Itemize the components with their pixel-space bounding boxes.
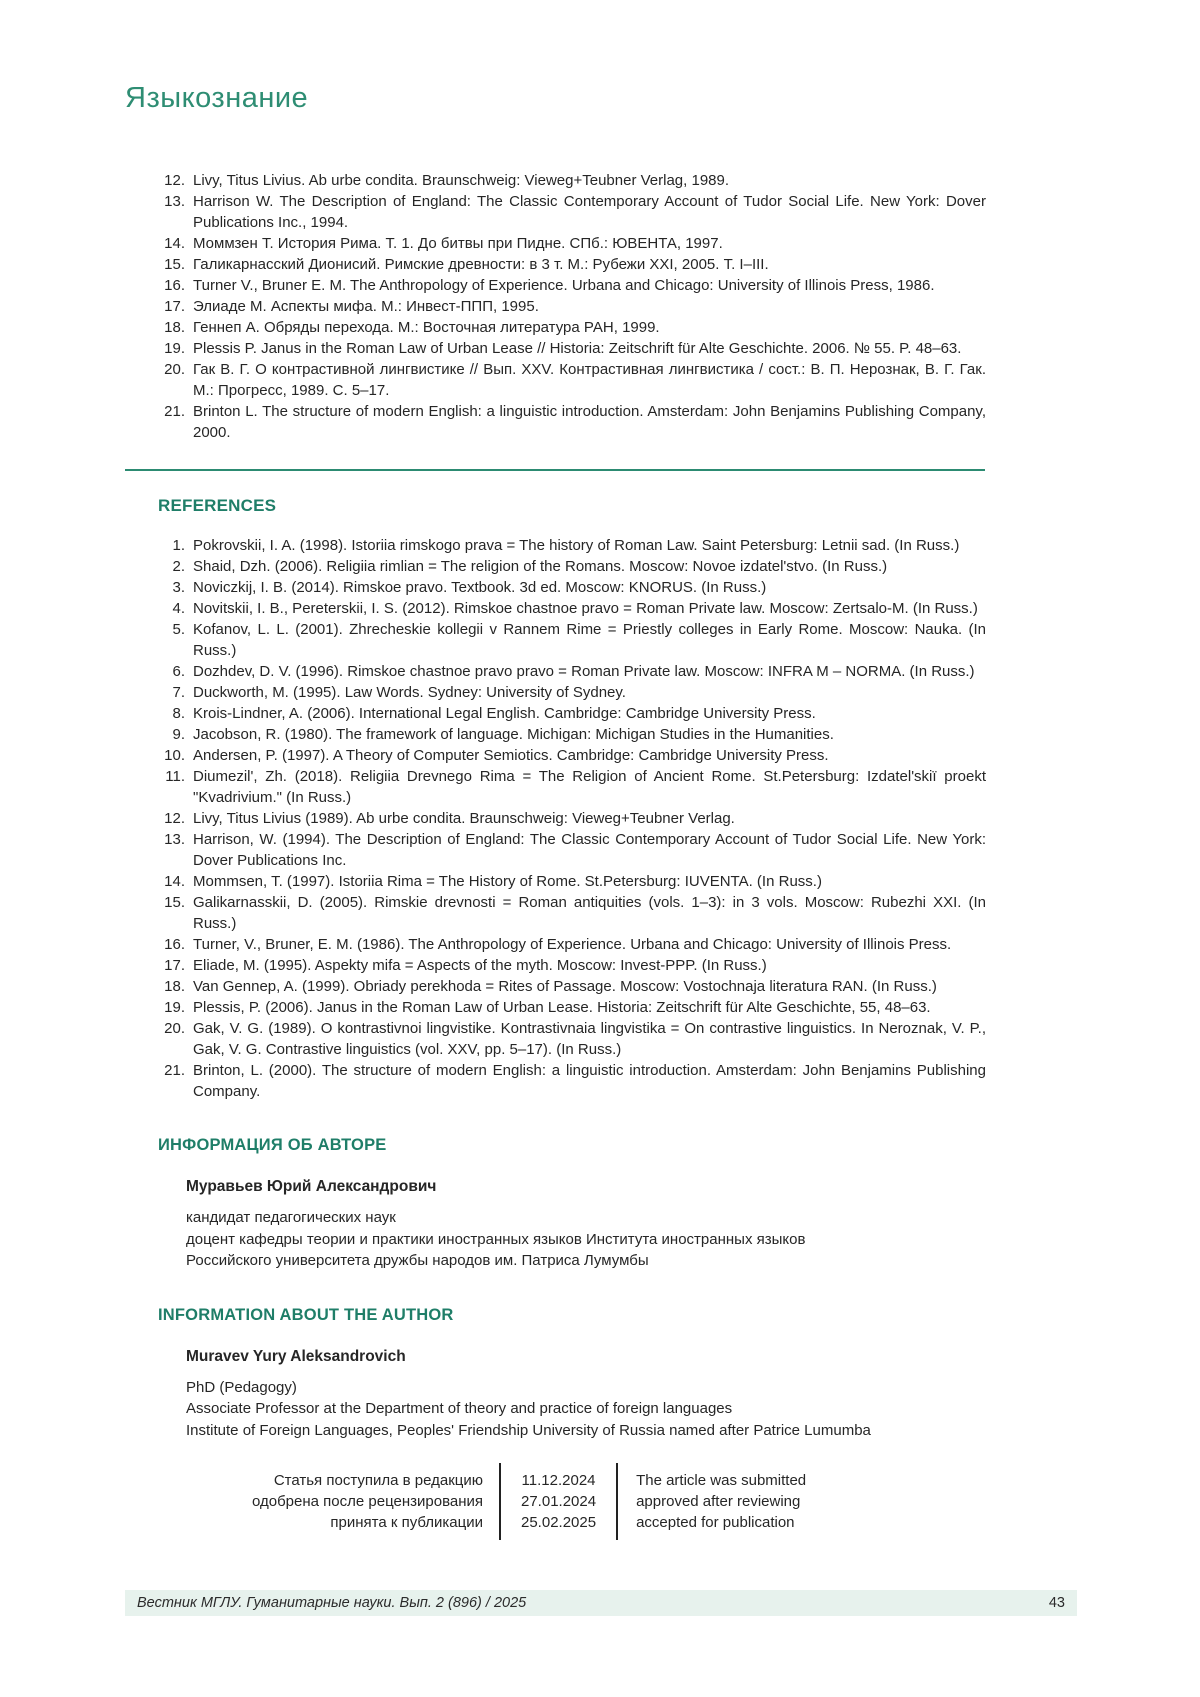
table-row	[158, 871, 986, 892]
author-name-en: Muravev Yury Aleksandrovich	[186, 1347, 406, 1365]
page-footer	[125, 1590, 1077, 1616]
reference-number: 8.	[172, 705, 185, 722]
reference-number: 14.	[164, 235, 185, 252]
reference-text: Геннеп А. Обряды перехода. М.: Восточная литература РАН, 1999.	[193, 319, 660, 336]
table-row	[158, 997, 986, 1018]
reference-text: Andersen, P. (1997). A Theory of Computer Semiotics. Cambridge: Cambridge University Press.	[193, 747, 829, 764]
reference-text: Dozhdev, D. V. (1996). Rimskoe chastnoe pravo pravo = Roman Private law. Moscow: INFRA M – NORMA. (In Russ.)	[193, 663, 975, 680]
author-affiliation-en: Institute of Foreign Languages, Peoples' Friendship University of Russia named after Patrice Lumumba	[186, 1421, 871, 1439]
reference-number: 21.	[164, 403, 185, 420]
author-position-ru: доцент кафедры теории и практики иностранных языков Института иностранных языков	[186, 1230, 806, 1248]
reference-number: 4.	[172, 600, 185, 617]
reference-text: Моммзен Т. История Рима. Т. 1. До битвы при Пидне. СПб.: ЮВЕНТА, 1997.	[193, 235, 723, 252]
table-row	[158, 338, 986, 359]
date-label-approved-ru: одобрена после рецензирования	[251, 1493, 483, 1510]
table-row	[158, 682, 986, 703]
reference-number: 15.	[164, 894, 185, 911]
date-approved: 27.01.2024	[521, 1493, 597, 1510]
references-heading: REFERENCES	[158, 496, 277, 515]
reference-text: Novitskii, I. B., Pereterskii, I. S. (2012). Rimskoe chastnoe pravo = Roman Private law. Moscow: Zertsalo-M. (In Russ.)	[193, 600, 978, 617]
table-row	[158, 317, 986, 338]
reference-number: 14.	[164, 873, 185, 890]
reference-number: 17.	[164, 957, 185, 974]
author-name-ru: Муравьев Юрий Александрович	[186, 1178, 437, 1195]
reference-text: Turner, V., Bruner, E. M. (1986). The Anthropology of Experience. Urbana and Chicago: University of Illinois Press.	[193, 936, 952, 953]
reference-text: Brinton L. The structure of modern English: a linguistic introduction. Amsterdam: John Benjamins Publishing Company, 2000.	[193, 403, 986, 441]
table-row	[158, 577, 986, 598]
table-row	[158, 661, 986, 682]
reference-number: 7.	[172, 684, 185, 701]
reference-text: Turner V., Bruner E. M. The Anthropology of Experience. Urbana and Chicago: University of Illinois Press, 1986.	[193, 277, 935, 294]
author-degree-en: PhD (Pedagogy)	[186, 1378, 297, 1396]
reference-number: 18.	[164, 978, 185, 995]
reference-number: 1.	[172, 537, 185, 554]
date-accepted: 25.02.2025	[521, 1514, 597, 1531]
table-row	[158, 401, 986, 443]
table-row	[158, 556, 986, 577]
author-details-en	[186, 1377, 1200, 1442]
references-list	[158, 535, 986, 1102]
reference-text: Галикарнасский Дионисий. Римские древности: в 3 т. М.: Рубежи XXI, 2005. Т. I–III.	[193, 256, 769, 273]
table-row	[158, 892, 986, 934]
reference-text: Livy, Titus Livius. Ab urbe condita. Braunschweig: Vieweg+Teubner Verlag, 1989.	[193, 172, 730, 189]
reference-text: Гак В. Г. О контрастивной лингвистике // Вып. XXV. Контрастивная лингвистика / сост.: В. П. Нерознак, В. Г. Гак. М.: Прогресс, 1989. С. 5–17.	[193, 361, 986, 399]
article-dates-block	[228, 1463, 1200, 1540]
table-row	[158, 1060, 986, 1102]
reference-number: 6.	[172, 663, 185, 680]
author-details-ru	[186, 1207, 1200, 1272]
reference-text: Duckworth, M. (1995). Law Words. Sydney: University of Sydney.	[193, 684, 626, 701]
reference-text: Mommsen, T. (1997). Istoriia Rima = The History of Rome. St.Petersburg: IUVENTA. (In Russ.)	[193, 873, 822, 890]
table-row	[158, 254, 986, 275]
reference-text: Plessis, P. (2006). Janus in the Roman Law of Urban Lease. Historia: Zeitschrift für Alte Geschichte, 55, 48–63.	[193, 999, 931, 1016]
author-affiliation-ru: Российского университета дружбы народов им. Патриса Лумумбы	[186, 1252, 649, 1269]
reference-number: 19.	[164, 340, 185, 357]
reference-text: Noviczkij, I. B. (2014). Rimskoe pravo. Textbook. 3d ed. Moscow: KNORUS. (In Russ.)	[193, 579, 767, 596]
dates-labels-ru	[228, 1463, 499, 1540]
dates-values	[499, 1463, 618, 1540]
reference-text: Eliade, M. (1995). Aspekty mifa = Aspects of the myth. Moscow: Invest-PPP. (In Russ.)	[193, 957, 767, 974]
page-title: Языкознание	[125, 82, 309, 114]
reference-number: 9.	[172, 726, 185, 743]
reference-number: 5.	[172, 621, 185, 638]
date-label-accepted-en: accepted for publication	[636, 1514, 795, 1531]
reference-text: Jacobson, R. (1980). The framework of language. Michigan: Michigan Studies in the Humanities.	[193, 726, 834, 743]
table-row	[158, 1018, 986, 1060]
table-row	[158, 170, 986, 191]
table-row	[158, 296, 986, 317]
dates-labels-en	[618, 1463, 806, 1540]
reference-text: Plessis P. Janus in the Roman Law of Urban Lease // Historia: Zeitschrift für Alte Geschichte. 2006. № 55. P. 48–63.	[193, 340, 962, 357]
table-row	[158, 233, 986, 254]
reference-number: 13.	[164, 831, 185, 848]
reference-number: 21.	[164, 1062, 185, 1079]
reference-number: 16.	[164, 277, 185, 294]
section-divider	[125, 469, 985, 471]
reference-text: Van Gennep, A. (1999). Obriady perekhoda = Rites of Passage. Moscow: Vostochnaja literatura RAN. (In Russ.)	[193, 978, 937, 995]
date-label-submitted-ru: Статья поступила в редакцию	[273, 1472, 483, 1489]
reference-number: 18.	[164, 319, 185, 336]
reference-number: 19.	[164, 999, 185, 1016]
reference-text: Элиаде М. Аспекты мифа. М.: Инвест-ППП, 1995.	[193, 298, 539, 315]
table-row	[158, 275, 986, 296]
reference-number: 13.	[164, 193, 185, 210]
reference-number: 11.	[165, 768, 185, 785]
table-row	[158, 766, 986, 808]
table-row	[158, 976, 986, 997]
bibliography-list-russian	[158, 170, 986, 443]
author-position-en: Associate Professor at the Department of theory and practice of foreign languages	[186, 1400, 733, 1417]
reference-text: Harrison W. The Description of England: The Classic Contemporary Account of Tudor Social Life. New York: Dover Publications Inc., 1994.	[193, 193, 986, 231]
table-row	[158, 191, 986, 233]
table-row	[158, 745, 986, 766]
table-row	[158, 724, 986, 745]
reference-text: Kofanov, L. L. (2001). Zhrecheskie kollegii v Rannem Rime = Priestly colleges in Early Rome. Moscow: Nauka. (In Russ.)	[193, 621, 986, 659]
reference-text: Brinton, L. (2000). The structure of modern English: a linguistic introduction. Amsterdam: John Benjamins Publishing Company.	[193, 1062, 986, 1100]
table-row	[158, 359, 986, 401]
reference-text: Krois-Lindner, A. (2006). International Legal English. Cambridge: Cambridge University Press.	[193, 705, 816, 722]
author-degree-ru: кандидат педагогических наук	[186, 1209, 396, 1226]
author-info-ru-heading: ИНФОРМАЦИЯ ОБ АВТОРЕ	[158, 1136, 387, 1154]
reference-number: 12.	[164, 172, 185, 189]
reference-text: Pokrovskii, I. A. (1998). Istoriia rimskogo prava = The history of Roman Law. Saint Petersburg: Letnii sad. (In Russ.)	[193, 537, 960, 554]
table-row	[158, 808, 986, 829]
date-label-submitted-en: The article was submitted	[636, 1472, 807, 1489]
author-info-en-heading: INFORMATION ABOUT THE AUTHOR	[158, 1305, 454, 1324]
date-label-accepted-ru: принята к публикации	[330, 1514, 483, 1531]
reference-number: 20.	[164, 361, 185, 378]
reference-text: Shaid, Dzh. (2006). Religiia rimlian = The religion of the Romans. Moscow: Novoe izdatel'stvo. (In Russ.)	[193, 558, 888, 575]
date-label-approved-en: approved after reviewing	[636, 1493, 801, 1510]
reference-number: 3.	[172, 579, 185, 596]
reference-number: 2.	[172, 558, 185, 575]
table-row	[158, 703, 986, 724]
reference-number: 10.	[164, 747, 185, 764]
reference-number: 17.	[164, 298, 185, 315]
table-row	[158, 829, 986, 871]
reference-text: Diumezil', Zh. (2018). Religiia Drevnego Rima = The Religion of Ancient Rome. St.Petersburg: Izdatel'skiï proekt "Kvadrivium." (In Russ.)	[193, 768, 986, 806]
reference-text: Galikarnasskii, D. (2005). Rimskie drevnosti = Roman antiquities (vols. 1–3): in 3 vols. Moscow: Rubezhi XXI. (In Russ.)	[193, 894, 986, 932]
table-row	[158, 934, 986, 955]
table-row	[158, 619, 986, 661]
date-submitted: 11.12.2024	[521, 1472, 596, 1489]
table-row	[158, 598, 986, 619]
footer-journal-title: Вестник МГЛУ. Гуманитарные науки. Вып. 2 (896) / 2025	[137, 1595, 527, 1611]
table-row	[158, 955, 986, 976]
footer-page-number: 43	[1048, 1595, 1065, 1611]
reference-number: 12.	[164, 810, 185, 827]
reference-text: Gak, V. G. (1989). O kontrastivnoi lingvistike. Kontrastivnaia lingvistika = On contrastive linguistics. In Neroznak, V. P., Gak, V. G. Contrastive linguistics (vol. XXV, pp. 5–17). (In Russ.)	[193, 1020, 986, 1058]
reference-number: 16.	[164, 936, 185, 953]
reference-text: Harrison, W. (1994). The Description of England: The Classic Contemporary Account of Tudor Social Life. New York: Dover Publications Inc.	[193, 831, 986, 869]
reference-number: 15.	[164, 256, 185, 273]
reference-text: Livy, Titus Livius (1989). Ab urbe condita. Braunschweig: Vieweg+Teubner Verlag.	[193, 810, 735, 827]
reference-number: 20.	[164, 1020, 185, 1037]
table-row	[158, 535, 986, 556]
